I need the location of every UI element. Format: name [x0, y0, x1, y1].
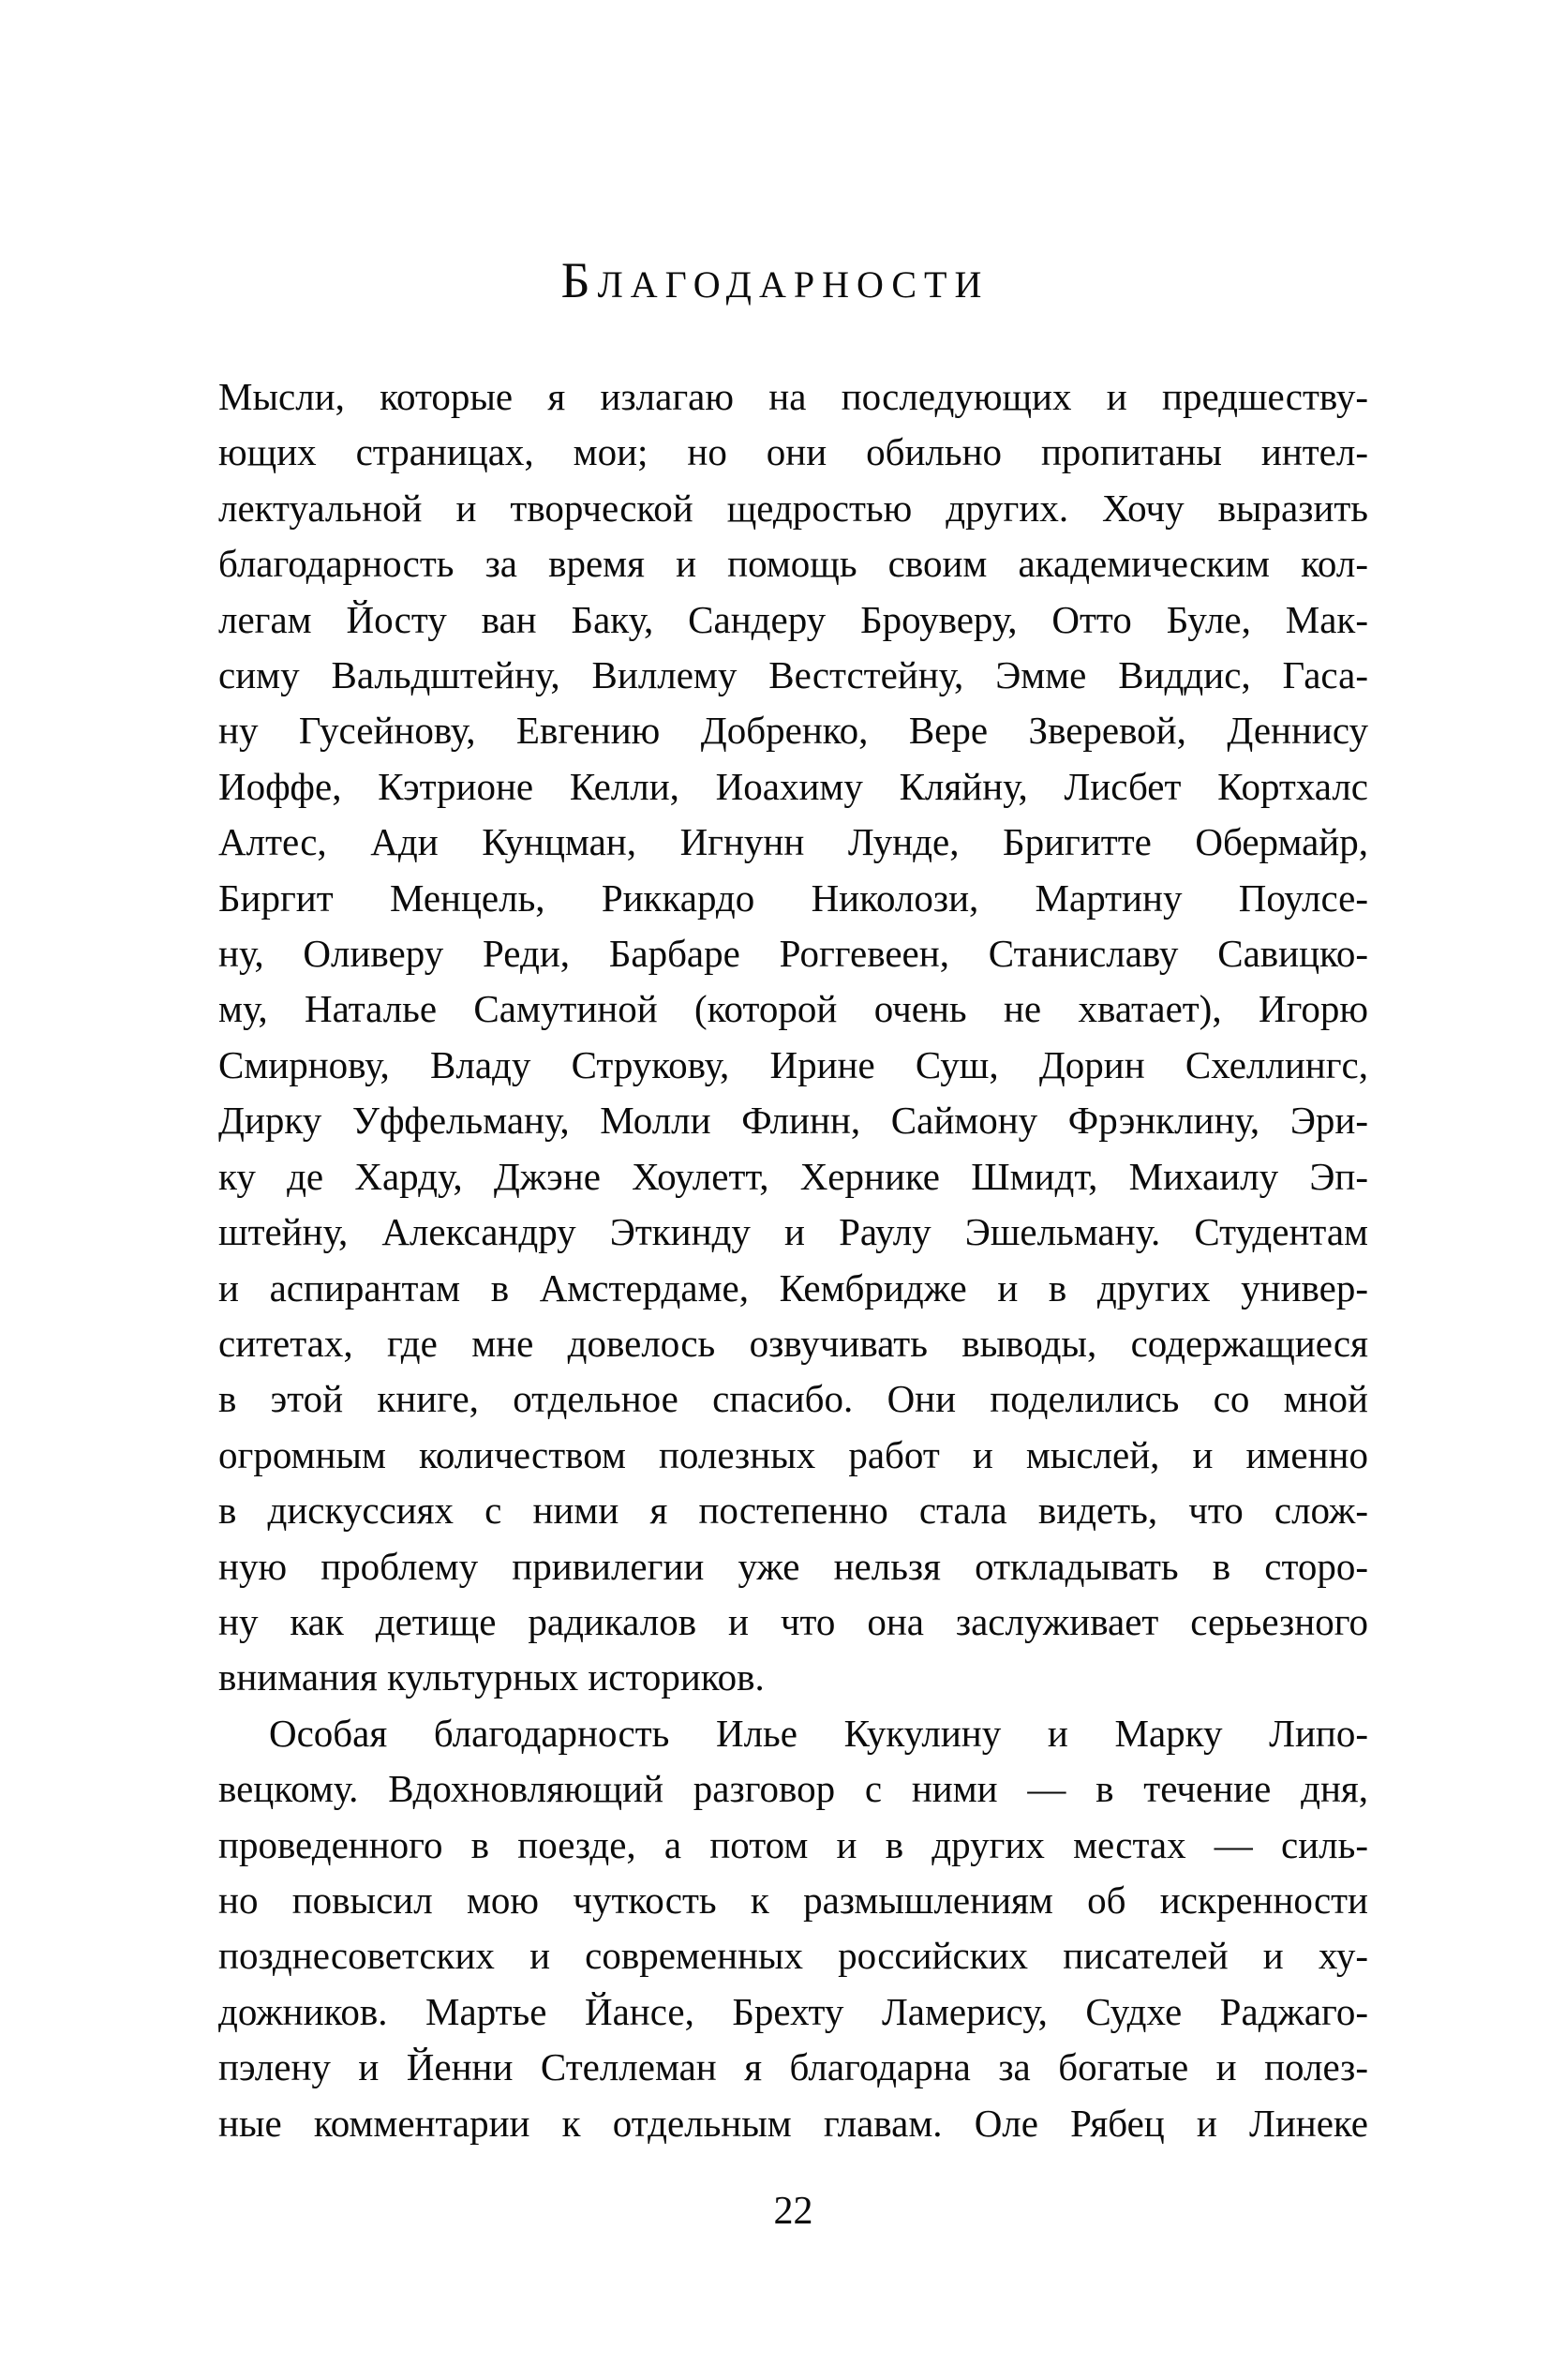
text-line: проведенного в поезде, а потом и в других местах — силь-	[218, 1822, 1368, 1866]
text-line: ку де Харду, Джэне Хоулетт, Хернике Шмидт, Михаилу Эп-	[218, 1154, 1368, 1198]
text-line: позднесоветских и современных российских писателей и ху-	[218, 1934, 1368, 1978]
text-line: Особая благодарность Илье Кукулину и Марку Липо-	[269, 1711, 1368, 1755]
paragraph	[218, 369, 1368, 1706]
text-line: Биргит Менцель, Риккардо Николози, Мартину Поулсе-	[218, 876, 1368, 920]
text-line: Алтес, Ади Кунцман, Игнунн Лунде, Бригитте Обермайр,	[218, 820, 1368, 864]
page-title: БЛАГОДАРНОСТИ	[560, 252, 990, 308]
text-line: пэлену и Йенни Стеллеман я благодарна за богатые и полез-	[218, 2045, 1368, 2089]
text-line: в дискуссиях с ними я постепенно стала видеть, что слож-	[218, 1489, 1368, 1533]
text-line: Дирку Уффельману, Молли Флинн, Саймону Фрэнклину, Эри-	[218, 1099, 1368, 1143]
text-line: вецкому. Вдохновляющий разговор с ними — в течение дня,	[218, 1767, 1368, 1811]
text-line: ну, Оливеру Реди, Барбаре Роггевеен, Станиславу Савицко-	[218, 932, 1368, 976]
text-line: Мысли, которые я излагаю на последующих и предшеству-	[218, 375, 1368, 418]
text-line: внимания культурных историков.	[218, 1655, 765, 1699]
text-line: огромным количеством полезных работ и мыслей, и именно	[218, 1432, 1368, 1476]
paragraph	[218, 1706, 1368, 2151]
text-line: и аспирантам в Амстердаме, Кембридже и в других универ-	[218, 1265, 1368, 1310]
text-line: в этой книге, отдельное спасибо. Они поделились со мной	[218, 1377, 1368, 1421]
body-text	[218, 369, 1368, 2151]
text-line: симу Вальдштейну, Виллему Вестстейну, Эмме Виддис, Гаса-	[218, 653, 1368, 697]
text-line: му, Наталье Самутиной (которой очень не хватает), Игорю	[218, 987, 1368, 1031]
text-line: лектуальной и творческой щедростью других. Хочу выразить	[218, 486, 1368, 530]
text-line: штейну, Александру Эткинду и Раулу Эшельману. Студентам	[218, 1210, 1368, 1254]
text-line: ну как детище радикалов и что она заслуживает серьезного	[218, 1599, 1368, 1643]
text-line: легам Йосту ван Баку, Сандеру Броуверу, Отто Буле, Мак-	[218, 597, 1368, 641]
text-line: благодарность за время и помощь своим академическим кол-	[218, 542, 1368, 586]
text-line: ную проблему привилегии уже нельзя откладывать в сторо-	[218, 1544, 1368, 1588]
text-line: дожников. Мартье Йансе, Брехту Ламерису, Судхе Раджаго-	[218, 1989, 1368, 2033]
text-line: ну Гусейнову, Евгению Добренко, Вере Зверевой, Деннису	[218, 709, 1368, 753]
text-line: Иоффе, Кэтрионе Келли, Иоахиму Кляйну, Лисбет Кортхалс	[218, 764, 1368, 808]
text-line: ные комментарии к отдельным главам. Оле Рябец и Линеке	[218, 2101, 1368, 2145]
text-line: ющих страницах, мои; но они обильно пропитаны интел-	[218, 430, 1368, 474]
text-line: ситетах, где мне довелось озвучивать выводы, содержащиеся	[218, 1321, 1368, 1365]
text-line: но повысил мою чуткость к размышлениям об искренности	[218, 1878, 1368, 1922]
page-number: 22	[773, 2190, 813, 2233]
text-line: Смирнову, Владу Струкову, Ирине Суш, Дорин Схеллингс,	[218, 1042, 1368, 1086]
